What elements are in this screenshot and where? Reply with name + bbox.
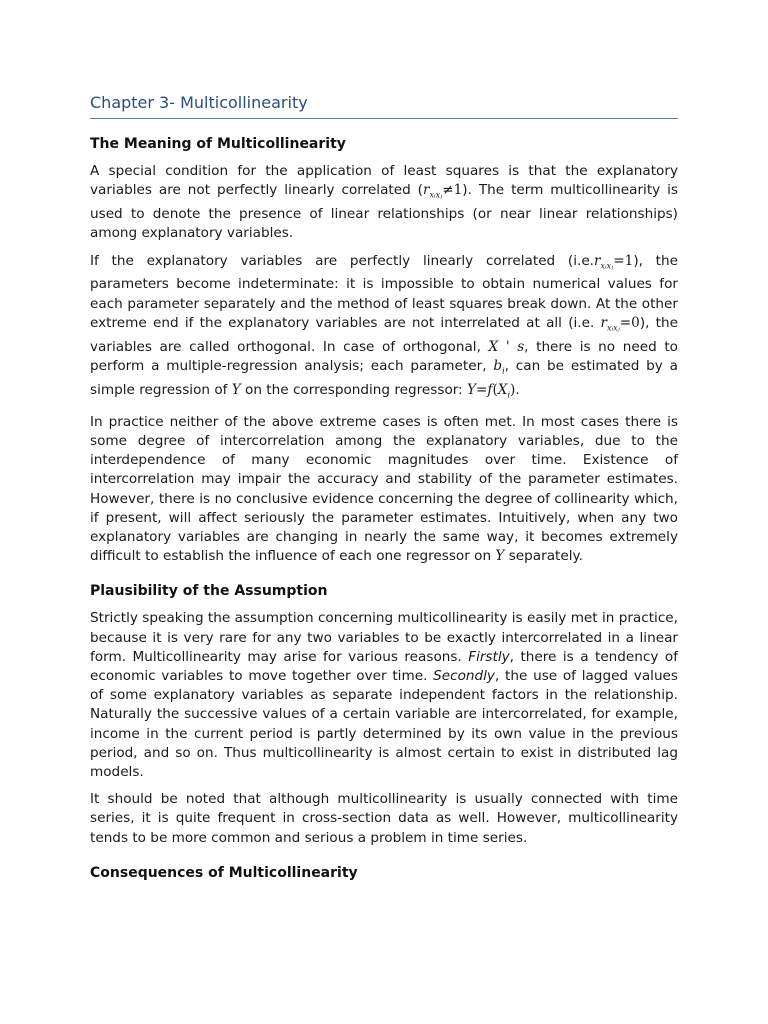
paragraph-meaning-3: In practice neither of the above extreme cases is often met. In most cases there is some degree of intercorrelation among the explanatory variables, due to the interdependence of many economic magnitudes over time. Existence of intercorrelation may impair the accuracy and stability of the parameter estimates. However, there is no conclusive evidence concerning the degree of collinearity which, if present, will affect seriously the parameter estimates. Intuitively, when any two explanatory variables are changing in nearly the same way, it becomes extremely difficult to establish the influence of each one regressor on Y separately. <box>90 413 678 565</box>
math-y-eq-f-xi: $Y=f(X_i)$ <box>467 381 516 400</box>
chapter-title: Chapter 3- Multicollinearity <box>90 93 308 112</box>
math-b-i: $b_i$ <box>493 357 505 376</box>
math-x-s: X ' s <box>488 338 525 355</box>
emphasis-firstly: Firstly <box>468 648 510 665</box>
paragraph-meaning-1: A special condition for the application of least squares is that the explanatory variables are not perfectly linearly correlated $(r_{xᵢxⱼ}\ne 1)$. The term multicollinearity is used to denote the presence of linear relationships (or near linear relationships) among explanatory variables. <box>90 163 679 242</box>
math-r-xixj-eq-0: $r_{xᵢxⱼ}=0$ <box>600 314 640 333</box>
paragraph-meaning-2: If the explanatory variables are perfectly linearly correlated $(i.e.r_{xᵢxⱼ}=1)$, the parameters become indeterminate: it is impossible to obtain numerical values for each parameter separately and the method of least squares break down. At the other extreme end if the explanatory variables are not interrelated at all (i.e. $r_{xᵢxⱼ}=0$), the variables are called orthogonal. In case of orthogonal, X ' s, there is no need to perform a multiple-regression analysis; each parameter, $b_i$, can be estimated by a simple regression of Y on the corresponding regressor: $Y=f(X_i)$. <box>90 252 678 400</box>
heading-consequences-of-multicollinearity: Consequences of Multicollinearity <box>90 864 358 881</box>
paragraph-plausibility-1: Strictly speaking the assumption concerning multicollinearity is easily met in practice, because it is very rare for any two variables to be exactly intercorrelated in a linear form. Multicollinearity may arise for various reasons. Firstly, there is a tendency of economic variables to move together over time. Secondly, the use of lagged values of some explanatory variables as separate independent factors in the relationship. Naturally the successive values of a certain variable are intercorrelated, for example, income in the current period is partly determined by its own value in the previous period, and so on. Thus multicollinearity is almost certain to exist in distributed lag models. <box>90 610 679 781</box>
math-r-xixj-eq-1: $r_{xᵢxⱼ}=1$ <box>594 252 634 271</box>
heading-meaning-of-multicollinearity: The Meaning of Multicollinearity <box>90 136 346 152</box>
math-y: Y <box>231 381 241 398</box>
title-underline <box>90 118 678 119</box>
math-y: Y <box>495 548 505 565</box>
paragraph-plausibility-2: It should be noted that although multicollinearity is usually connected with time series, it is quite frequent in cross-section data as well. However, multicollinearity tends to be more common and serious a problem in time series. <box>90 791 678 846</box>
heading-plausibility-of-assumption: Plausibility of the Assumption <box>90 583 328 600</box>
math-r-xixj-neq-1: $r_{xᵢxⱼ}\ne 1$ <box>422 182 463 200</box>
emphasis-secondly: Secondly <box>433 668 495 685</box>
